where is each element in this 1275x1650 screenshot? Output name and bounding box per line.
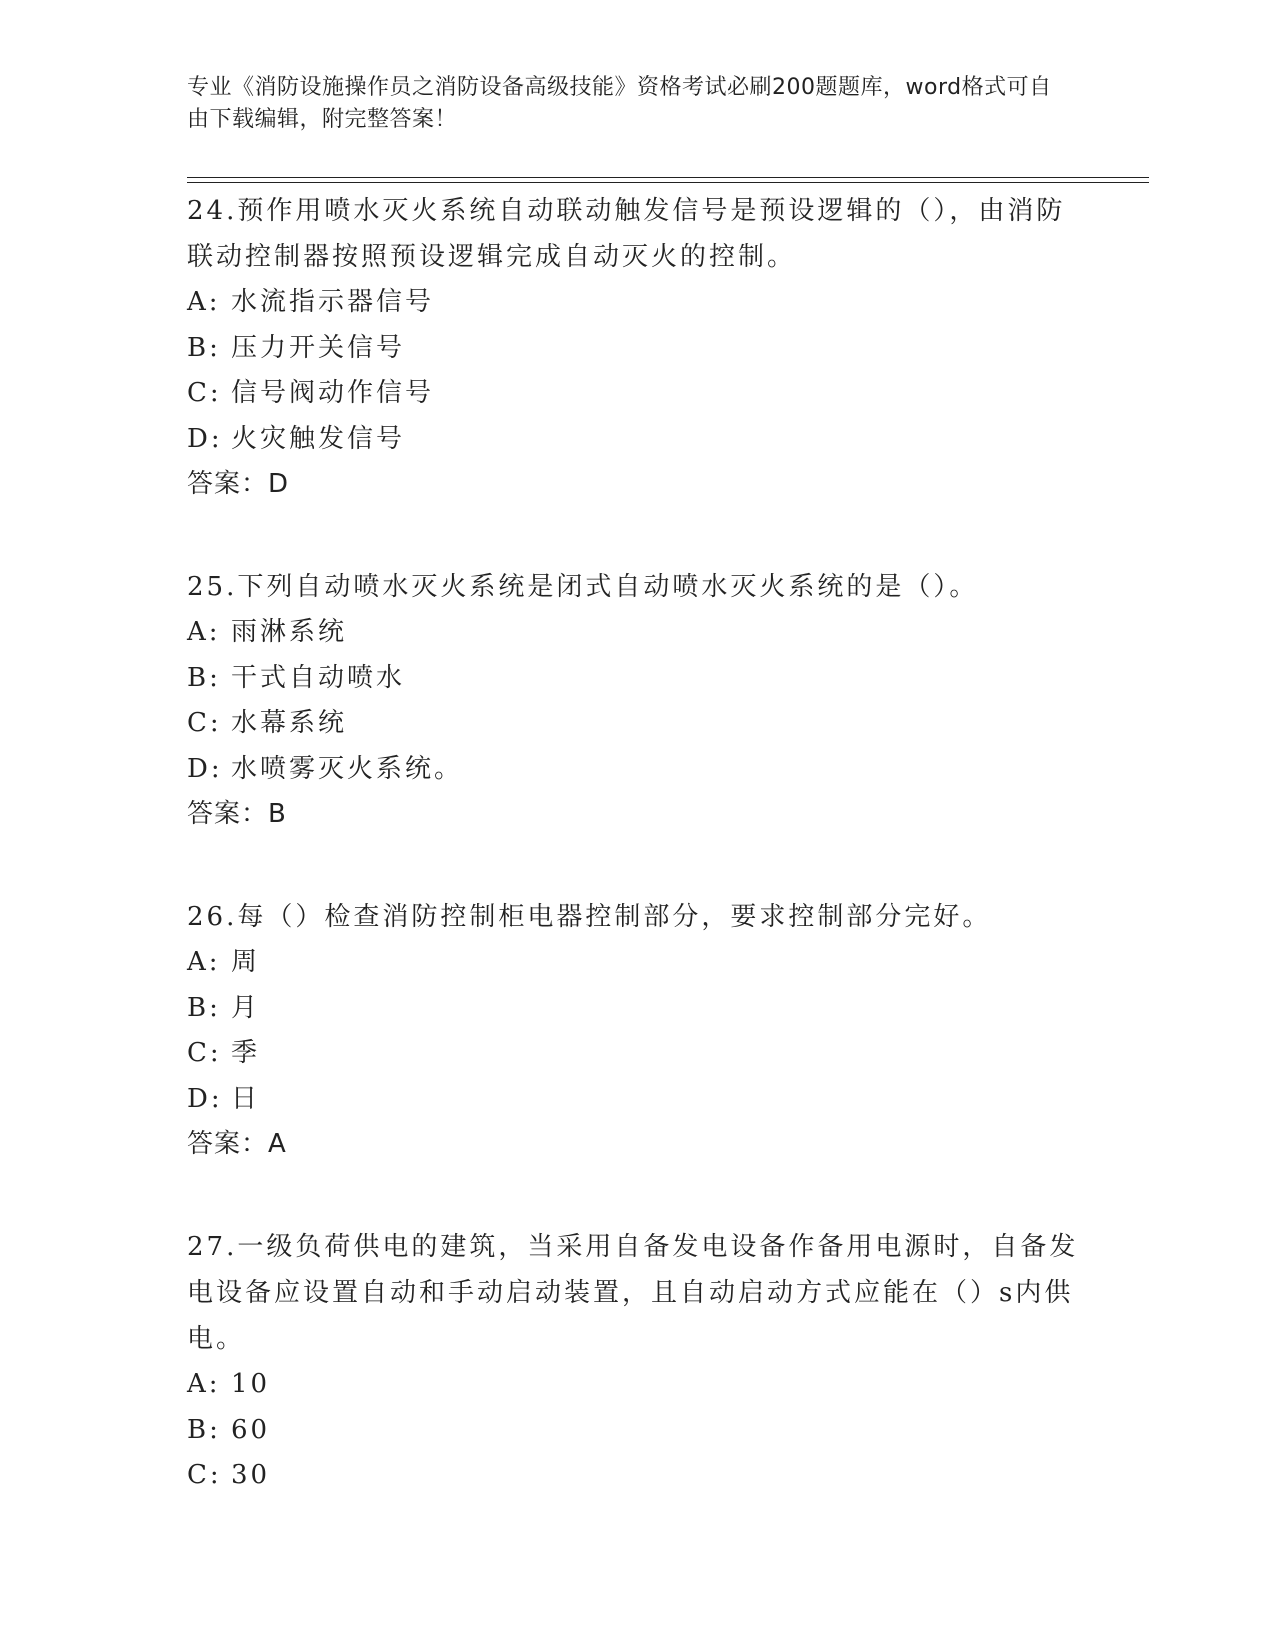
answer: 答案：D <box>187 469 290 499</box>
question-text: 24.预作用喷水灭火系统自动联动触发信号是预设逻辑的（），由消防联动控制器按照预设逻辑完成自动灭火的控制。 <box>187 196 1066 272</box>
option-text: 信号阀动作信号 <box>231 378 435 408</box>
option-letter: A: <box>187 287 221 317</box>
option-text: 10 <box>231 1369 271 1399</box>
question-text: 27.一级负荷供电的建筑，当采用自备发电设备作备用电源时，自备发电设备应设置自动和手动启动装置，且自动启动方式应能在（）s内供电。 <box>187 1232 1079 1354</box>
option-c <box>187 1031 1087 1077</box>
option-letter: B: <box>187 662 221 693</box>
option-b <box>187 656 1087 702</box>
option-text: 60 <box>231 1414 271 1445</box>
question-list <box>187 188 1087 1556</box>
option-text: 30 <box>231 1460 271 1490</box>
option-b <box>187 1408 1087 1454</box>
question-24 <box>187 188 1087 507</box>
option-b <box>187 986 1087 1032</box>
option-a <box>187 280 1087 326</box>
option-text: 周 <box>231 947 261 977</box>
option-letter: A: <box>187 1369 221 1399</box>
option-text: 干式自动喷水 <box>231 662 406 693</box>
option-d <box>187 1077 1087 1123</box>
option-text: 月 <box>231 992 261 1023</box>
option-c <box>187 371 1087 417</box>
question-text: 26.每（）检查消防控制柜电器控制部分，要求控制部分完好。 <box>187 902 992 932</box>
question-27 <box>187 1224 1087 1499</box>
option-text: 雨淋系统 <box>231 617 348 647</box>
header-rule-top <box>187 177 1149 178</box>
option-d <box>187 747 1087 793</box>
option-text: 水喷雾灭火系统。 <box>231 753 464 784</box>
option-letter: A: <box>187 617 221 647</box>
question-text: 25.下列自动喷水灭火系统是闭式自动喷水灭火系统的是（）。 <box>187 572 979 602</box>
option-letter: D: <box>187 753 223 784</box>
document-header: 专业《消防设施操作员之消防设备高级技能》资格考试必刷200题题库，word格式可自由下载编辑，附完整答案！ <box>187 75 1052 132</box>
option-c <box>187 701 1087 747</box>
option-text: 压力开关信号 <box>231 332 406 363</box>
option-letter: D: <box>187 423 223 454</box>
option-text: 水幕系统 <box>231 708 348 738</box>
option-letter: C: <box>187 378 222 408</box>
option-letter: C: <box>187 708 222 738</box>
option-letter: B: <box>187 992 221 1023</box>
option-c <box>187 1453 1087 1499</box>
option-letter: C: <box>187 1460 222 1490</box>
option-letter: A: <box>187 947 221 977</box>
option-text: 水流指示器信号 <box>231 287 435 317</box>
option-b <box>187 326 1087 372</box>
answer: 答案：A <box>187 1129 287 1159</box>
header-rule-bottom <box>187 182 1149 183</box>
option-a <box>187 940 1087 986</box>
option-letter: C: <box>187 1038 222 1068</box>
option-letter: B: <box>187 332 221 363</box>
option-letter: D: <box>187 1083 223 1114</box>
option-a <box>187 610 1087 656</box>
option-text: 季 <box>231 1038 261 1068</box>
option-a <box>187 1362 1087 1408</box>
option-text: 火灾触发信号 <box>231 423 406 454</box>
option-letter: B: <box>187 1414 221 1445</box>
option-text: 日 <box>231 1083 261 1114</box>
answer: 答案：B <box>187 799 287 829</box>
question-26 <box>187 894 1087 1167</box>
option-d <box>187 417 1087 463</box>
question-25 <box>187 564 1087 837</box>
